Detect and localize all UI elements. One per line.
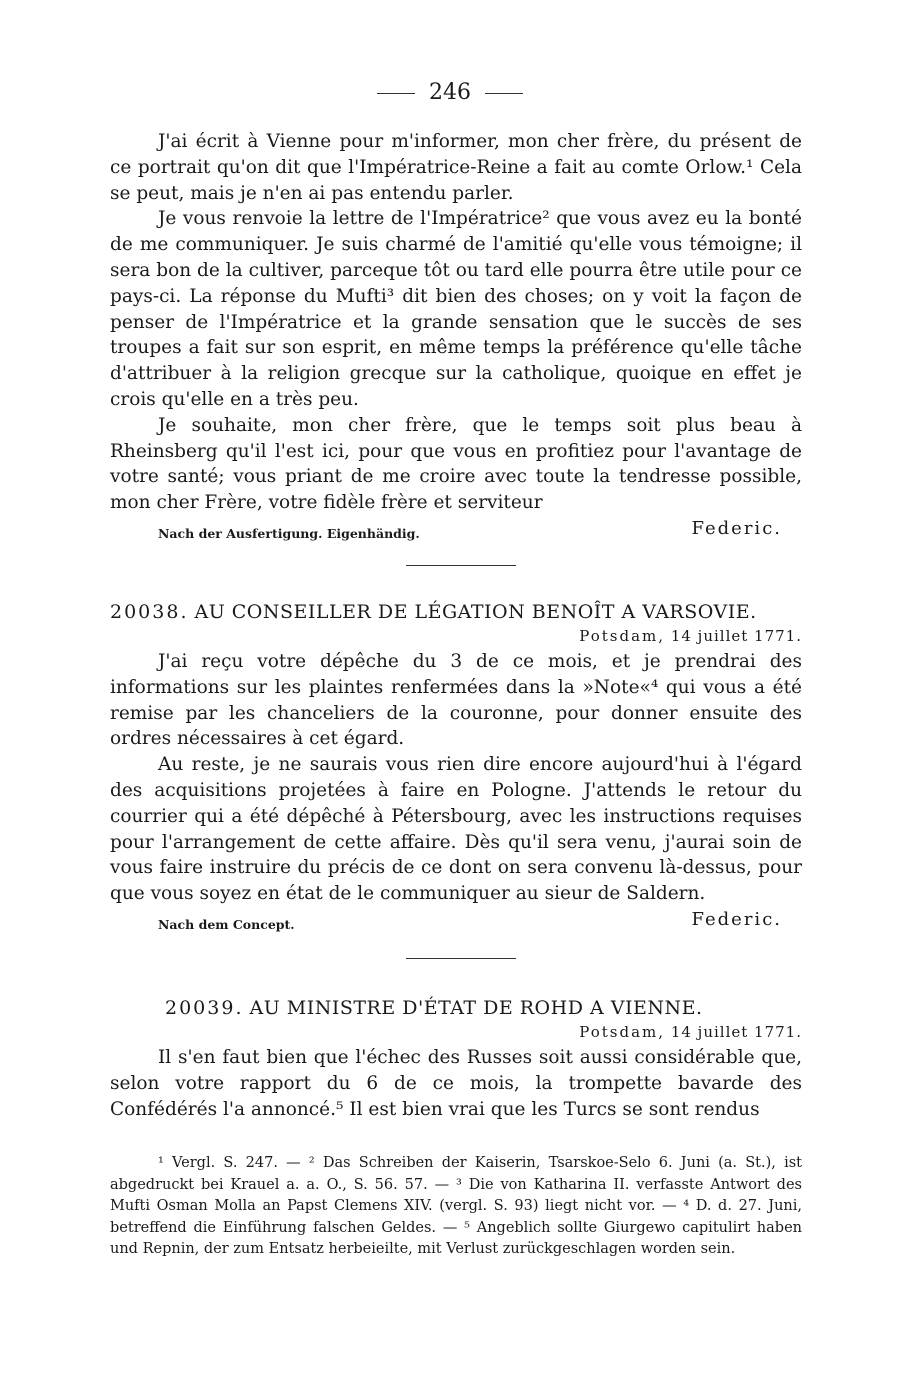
top-letter-closing <box>110 516 802 546</box>
dateline-place: Potsdam, <box>579 627 666 645</box>
source-note: Nach der Ausfertigung. Eigenhändig. <box>158 525 420 541</box>
signature: Federic. <box>691 517 782 539</box>
dateline <box>110 625 802 647</box>
letter-number: 20039. <box>165 997 244 1019</box>
letter-20038-paragraph-2: Au reste, je ne saurais vous rien dire encore aujourd'hui à l'égard des acquisitions projetées à faire en Pologne. J'attends le retour du courrier qui a été dépêché à Pétersbourg, avec les instructions requises pour l'arrangement de cette affaire. Dès qu'il sera venu, j'aurai soin de vous faire instruire du précis de ce dont on sera convenu là-dessus, pour que vous soyez en état de le communiquer au sieur de Saldern. <box>110 754 802 905</box>
dateline-date: 14 juillet 1771. <box>670 627 802 645</box>
letter-20038 <box>110 599 802 937</box>
page-number: 246 <box>429 80 471 105</box>
letter-title: AU CONSEILLER DE LÉGATION BENOÎT A VARSOVIE. <box>194 601 757 623</box>
letter-heading <box>110 599 802 625</box>
page-header <box>0 80 900 105</box>
dateline-place: Potsdam, <box>579 1023 666 1041</box>
dateline <box>110 1021 802 1043</box>
header-rule-left <box>377 93 415 94</box>
letter-title: AU MINISTRE D'ÉTAT DE ROHD A VIENNE. <box>249 997 703 1019</box>
letter-20038-paragraph-1: J'ai reçu votre dépêche du 3 de ce mois, et je prendrai des informations sur les plaintes renfermées dans la »Note«⁴ qui vous a été remise par les chanceliers de la couronne, pour donner ensuite des ordres nécessaires à cet égard. <box>110 651 802 750</box>
letter-20039 <box>110 995 802 1122</box>
footnote-text: ¹ Vergl. S. 247. — ² Das Schreiben der Kaiserin, Tsarskoe-Selo 6. Juni (a. St.), ist abgedruckt bei Krauel a. a. O., S. 56. 57. — ³ Die von Katharina II. verfasste Antwort des Mufti Osman Molla an Papst Clemens XIV. (vergl. S. 93) liegt nicht vor. — ⁴ D. d. 27. Juni, betreffend die Einführung falschen Geldes. — ⁵ Angeblich sollte Giurgewo capitulirt haben und Repnin, der zum Entsatz herbeieilte, mit Verlust zurückgeschlagen worden sein. <box>110 1155 802 1257</box>
source-note: Nach dem Concept. <box>158 916 295 932</box>
top-letter <box>110 129 802 546</box>
section-divider <box>406 958 516 959</box>
top-letter-paragraph-2: Je vous renvoie la lettre de l'Impératrice² que vous avez eu la bonté de me communiquer. Je suis charmé de l'amitié qu'elle vous témoigne; il sera bon de la cultiver, parceque tôt ou tard elle pourra être utile pour ce pays-ci. La réponse du Mufti³ dit bien des choses; on y voit la façon de penser de l'Impératrice et la grande sensation que le succès de ses troupes a fait sur son esprit, en même temps la préférence qu'elle tâche d'attribuer à la religion grecque sur la catholique, quoique en effet je crois qu'elle en a très peu. <box>110 208 802 410</box>
letter-heading <box>110 995 802 1021</box>
header-rule-right <box>485 93 523 94</box>
top-letter-paragraph-1: J'ai écrit à Vienne pour m'informer, mon cher frère, du présent de ce portrait qu'on dit que l'Impératrice-Reine a fait au comte Orlow.¹ Cela se peut, mais je n'en ai pas entendu parler. <box>110 131 802 204</box>
top-letter-paragraph-3: Je souhaite, mon cher frère, que le temps soit plus beau à Rheinsberg qu'il l'est ici, pour que vous en profitiez pour l'avantage de votre santé; vous priant de me croire avec toute la tendresse possible, mon cher Frère, votre fidèle frère et serviteur <box>110 414 802 514</box>
dateline-date: 14 juillet 1771. <box>670 1023 802 1041</box>
footnotes <box>110 1153 802 1261</box>
letter-number: 20038. <box>110 601 189 623</box>
section-divider <box>406 565 516 566</box>
letter-20039-paragraph-1: Il s'en faut bien que l'échec des Russes soit aussi considérable que, selon votre rapport du 6 de ce mois, la trompette bavarde des Confédérés l'a annoncé.⁵ Il est bien vrai que les Turcs se sont rendus <box>110 1047 802 1120</box>
signature: Federic. <box>691 908 782 930</box>
letter-20038-closing <box>110 907 802 937</box>
